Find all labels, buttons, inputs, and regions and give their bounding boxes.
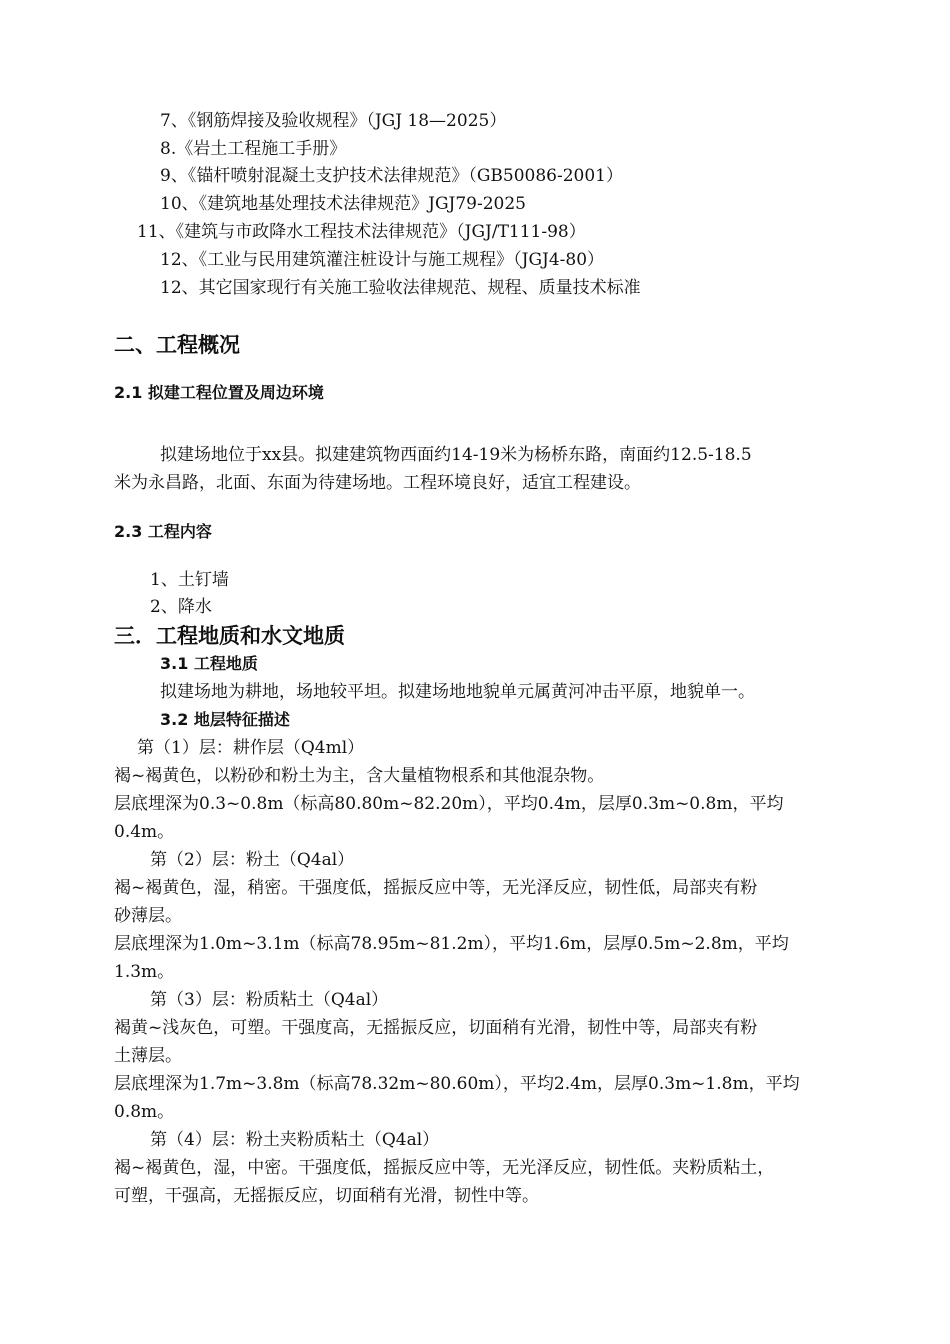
reference-item: 12、《工业与民用建筑灌注桩设计与施工规程》（JGJ4-80） (160, 250, 605, 270)
reference-item: 9、《锚杆喷射混凝土支护技术法律规范》（GB50086-2001） (160, 166, 623, 186)
layer-depth: 1.3m。 (114, 962, 175, 982)
layer-description: 砂薄层。 (114, 906, 182, 926)
list-item: 1、土钉墙 (150, 570, 229, 590)
layer-description: 褐黄~浅灰色，可塑。干强度高，无摇振反应，切面稍有光滑，韧性中等，局部夹有粉 (114, 1018, 758, 1038)
layer-depth: 层底埋深为1.7m~3.8m（标高78.32m~80.60m），平均2.4m，层厚0.3m~1.8m，平均 (114, 1074, 800, 1094)
reference-item: 11、《建筑与市政降水工程技术法律规范》（JGJ/T111-98） (137, 222, 586, 242)
layer-description: 褐~褐黄色，湿，中密。干强度低，摇振反应中等，无光泽反应，韧性低。夹粉质粘土， (114, 1158, 775, 1178)
subsection-heading: 3.1 工程地质 (160, 654, 258, 673)
layer-depth: 层底埋深为0.3~0.8m（标高80.80m~82.20m），平均0.4m，层厚0.3m~0.8m，平均 (114, 794, 784, 814)
layer-description: 褐~褐黄色，湿，稍密。干强度低，摇振反应中等，无光泽反应，韧性低，局部夹有粉 (114, 878, 758, 898)
subsection-heading: 2.3 工程内容 (114, 522, 212, 541)
layer-depth: 0.4m。 (114, 822, 175, 842)
reference-item: 10、《建筑地基处理技术法律规范》JGJ79-2025 (160, 194, 526, 214)
reference-item: 12、其它国家现行有关施工验收法律规范、规程、质量技术标准 (160, 278, 641, 298)
layer-depth: 0.8m。 (114, 1102, 175, 1122)
reference-item: 7、《钢筋焊接及验收规程》（JGJ 18—2025） (160, 111, 507, 131)
section-heading: 二、工程概况 (114, 333, 240, 357)
layer-title: 第（2）层：粉土（Q4al） (150, 850, 355, 870)
reference-item: 8.《岩土工程施工手册》 (160, 139, 347, 159)
paragraph-line: 拟建场地为耕地，场地较平坦。拟建场地地貌单元属黄河冲击平原，地貌单一。 (160, 682, 755, 702)
layer-description: 土薄层。 (114, 1046, 182, 1066)
paragraph-line: 拟建场地位于xx县。拟建建筑物西面约14-19米为杨桥东路，南面约12.5-18.5 (160, 445, 752, 465)
layer-title: 第（3）层：粉质粘土（Q4al） (150, 990, 389, 1010)
subsection-heading: 2.1 拟建工程位置及周边环境 (114, 383, 324, 402)
layer-title: 第（1）层：耕作层（Q4ml） (137, 738, 365, 758)
section-heading: 三．工程地质和水文地质 (114, 624, 345, 648)
layer-title: 第（4）层：粉土夹粉质粘土（Q4al） (150, 1130, 440, 1150)
layer-description: 可塑，干强高，无摇振反应，切面稍有光滑，韧性中等。 (114, 1186, 539, 1206)
layer-depth: 层底埋深为1.0m~3.1m（标高78.95m~81.2m），平均1.6m，层厚0.5m~2.8m，平均 (114, 934, 789, 954)
list-item: 2、降水 (150, 597, 212, 617)
subsection-heading: 3.2 地层特征描述 (160, 710, 290, 729)
layer-description: 褐~褐黄色，以粉砂和粉土为主，含大量植物根系和其他混杂物。 (114, 766, 605, 786)
paragraph-line: 米为永昌路，北面、东面为待建场地。工程环境良好，适宜工程建设。 (114, 473, 641, 493)
